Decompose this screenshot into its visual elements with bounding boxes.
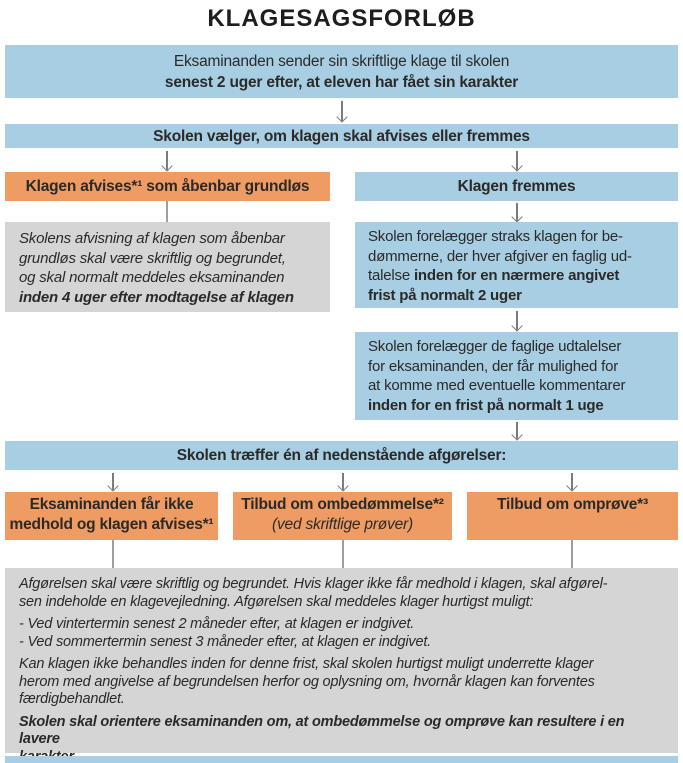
connector-line xyxy=(342,540,344,568)
assessor-line3-bold: inden for en nærmere angivet xyxy=(413,267,620,284)
box-assessor-step xyxy=(355,222,678,308)
outcome-retake-text: Tilbud om omprøve*³ xyxy=(497,496,648,513)
rejected-text: Klagen afvises*¹ som åbenbar grundløs xyxy=(25,178,310,195)
connector-line xyxy=(112,540,114,568)
arrow-down-icon xyxy=(341,101,343,121)
promoted-text: Klagen fremmes xyxy=(457,178,576,195)
arrow-down-icon xyxy=(516,203,518,221)
assessor-line4: frist på normalt 2 uger xyxy=(368,286,522,304)
comment-line4: inden for en frist på normalt 1 uge xyxy=(368,396,604,414)
box-submit-complaint xyxy=(5,45,678,98)
connector-line xyxy=(166,201,168,222)
comment-line3: at komme med eventuelle kommentarer xyxy=(368,377,626,394)
box-outcome-retake xyxy=(467,492,678,540)
arrow-down-icon xyxy=(112,473,114,490)
arrow-down-icon xyxy=(166,151,168,170)
rejection-note-line1: Skolens afvisning af klagen som åbenbar xyxy=(19,230,285,247)
assessor-line2: dømmerne, der hver afgiver en faglig ud- xyxy=(368,247,632,265)
footer-p1-line2: sen indeholde en klagevejledning. Afgørelsen skal meddeles klager hurtigst muligt: xyxy=(19,593,534,610)
footer-p2-line3: færdigbehandlet. xyxy=(19,691,125,707)
outcome-reassessment-line2: (ved skriftlige prøver) xyxy=(272,516,413,533)
rejection-note-line4: inden 4 uger efter modtagelse af klagen xyxy=(19,288,294,306)
box-outcome-reassessment xyxy=(233,492,452,540)
rejection-note-line2: grundløs skal være skriftlig og begrundet, xyxy=(19,249,286,267)
box-decision-bar xyxy=(5,441,678,470)
footer-p2-line2: herom med angivelse af begrundelsen herfor og oplysning om, hvornår klagen kan forventes xyxy=(19,673,595,690)
page-title: KLAGESAGSFORLØB xyxy=(207,5,476,32)
submit-line1: Eksaminanden sender sin skriftlige klage til skolen xyxy=(173,52,510,70)
box-school-chooses xyxy=(5,124,678,148)
bottom-blue-strip xyxy=(5,756,678,763)
footer-bullet1: - Ved vintertermin senest 2 måneder efter, at klagen er indgivet. xyxy=(19,616,415,632)
box-complaint-rejected xyxy=(5,172,330,201)
arrow-down-icon xyxy=(516,422,518,439)
box-complaint-promoted xyxy=(355,172,678,201)
assessor-line3 xyxy=(368,266,665,286)
arrow-down-icon xyxy=(342,473,344,490)
footer-p3-line1: Skolen skal orientere eksaminanden om, at ombedømmelse og omprøve kan resultere i en lavere xyxy=(19,713,625,747)
footer-p1-line1: Afgørelsen skal være skriftlig og begrundet. Hvis klager ikke får medhold i klagen, skal afgørel- xyxy=(19,576,608,592)
arrow-down-icon xyxy=(516,311,518,330)
box-outcome-rejected xyxy=(5,492,218,540)
arrow-down-icon xyxy=(571,473,573,490)
outcome-rejected-line1: Eksaminanden får ikke xyxy=(29,496,194,513)
assessor-line3-normal: talelse xyxy=(368,267,414,284)
arrow-down-icon xyxy=(516,151,518,170)
box-footer-note xyxy=(5,568,678,753)
decision-bar-text: Skolen træffer én af nedenstående afgørelser: xyxy=(176,447,507,464)
outcome-reassessment-line1: Tilbud om ombedømmelse*² xyxy=(241,496,444,513)
submit-line2: senest 2 uger efter, at eleven har fået sin karakter xyxy=(164,73,519,91)
box-comment-step xyxy=(355,332,678,420)
outcome-rejected-line2: medhold og klagen afvises*¹ xyxy=(9,516,214,533)
comment-line2: for eksaminanden, der får mulighed for xyxy=(368,357,619,375)
comment-line1: Skolen forelægger de faglige udtalelser xyxy=(368,338,622,355)
footer-bullet2: - Ved sommertermin senest 3 måneder efter, at klagen er indgivet. xyxy=(19,633,432,650)
box-rejection-note xyxy=(5,222,330,312)
connector-line xyxy=(571,540,573,568)
rejection-note-line3: og skal normalt meddeles eksaminanden xyxy=(19,269,285,286)
footer-p2-line1: Kan klagen ikke behandles inden for denne frist, skal skolen hurtigst muligt underrette klager xyxy=(19,656,594,672)
choose-text: Skolen vælger, om klagen skal afvises eller fremmes xyxy=(153,127,530,145)
assessor-line1: Skolen forelægger straks klagen for be- xyxy=(368,228,623,245)
